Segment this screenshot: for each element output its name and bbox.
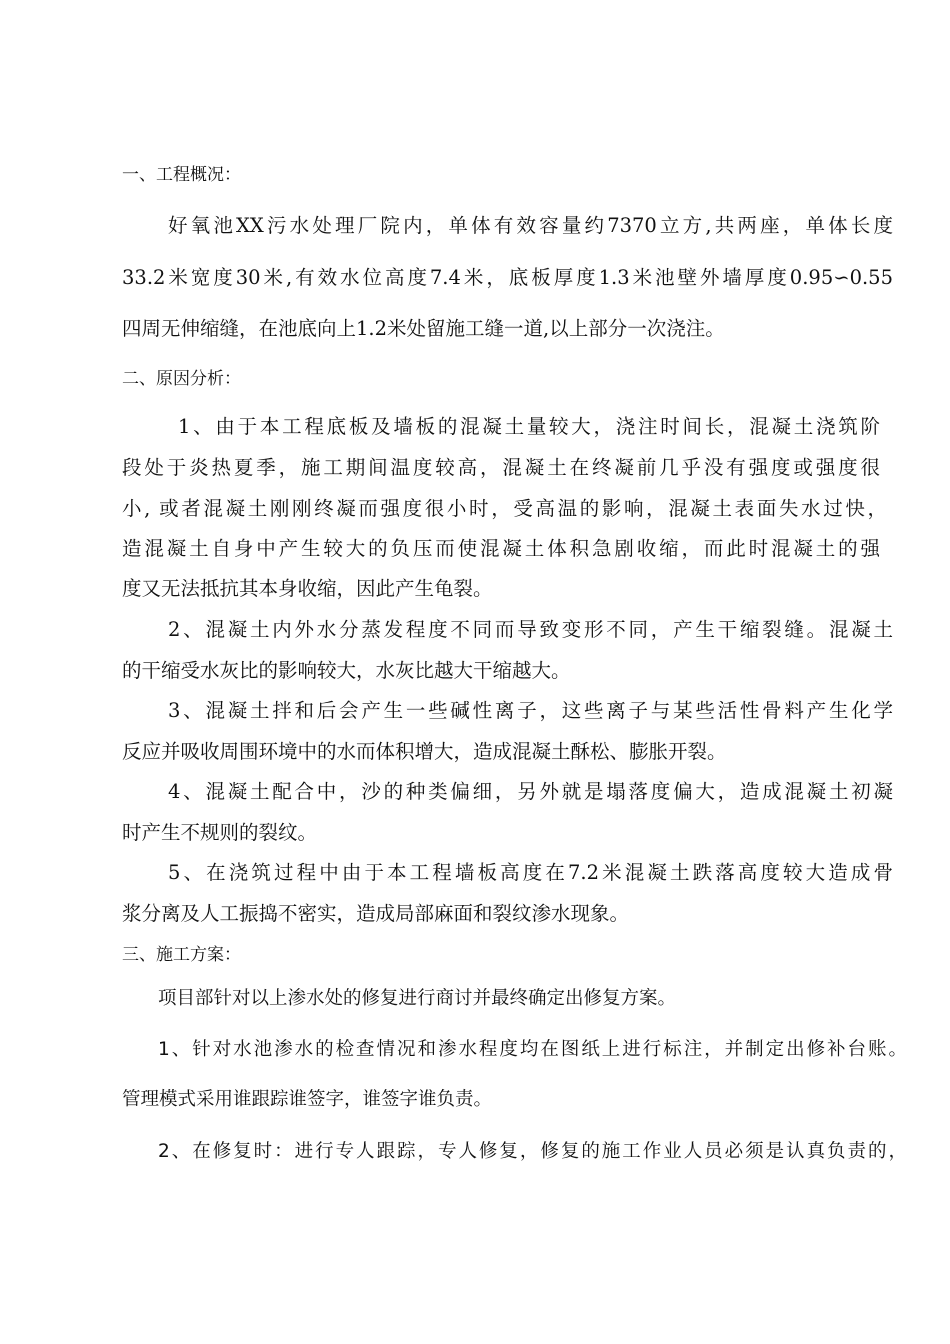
paragraph-line: 项目部针对以上渗水处的修复进行商讨并最终确定出修复方案。 bbox=[158, 988, 677, 1009]
paragraph-line: 四周无伸缩缝，在池底向上1.2米处留施工缝一道,以上部分一次浇注。 bbox=[122, 317, 725, 340]
paragraph-line: 小, 或者混凝土刚刚终凝而强度很小时，受高温的影响，混凝土表面失水过快， bbox=[122, 497, 887, 520]
paragraph-line: 造混凝土自身中产生较大的负压而使混凝土体积急剧收缩，而此时混凝土的强 bbox=[122, 537, 880, 560]
paragraph-line: 好氧池XX污水处理厂院内，单体有效容量约7370立方,共两座，单体长度 bbox=[168, 214, 893, 237]
paragraph-line: 5、在浇筑过程中由于本工程墙板高度在7.2米混凝土跌落高度较大造成骨 bbox=[168, 861, 893, 884]
paragraph-line: 浆分离及人工振捣不密实，造成局部麻面和裂纹渗水现象。 bbox=[122, 902, 630, 925]
paragraph-line: 33.2米宽度30米,有效水位高度7.4米，底板厚度1.3米池壁外墙厚度0.95∽0.55 bbox=[122, 266, 893, 289]
paragraph-line: 反应并吸收周围环境中的水而体积增大，造成混凝土酥松、膨胀开裂。 bbox=[122, 740, 727, 763]
paragraph-line: 管理模式采用谁跟踪谁签字，谁签字谁负责。 bbox=[122, 1089, 493, 1110]
paragraph-line: 段处于炎热夏季，施工期间温度较高，混凝土在终凝前几乎没有强度或强度很 bbox=[122, 456, 880, 479]
paragraph-line: 1、由于本工程底板及墙板的混凝土量较大，浇注时间长，混凝土浇筑阶 bbox=[178, 415, 880, 438]
paragraph-line: 1、针对水池渗水的检查情况和渗水程度均在图纸上进行标注，并制定出修补台账。 bbox=[158, 1039, 907, 1060]
paragraph-line: 4、混凝土配合中，沙的种类偏细，另外就是塌落度偏大，造成混凝土初凝 bbox=[168, 780, 893, 803]
paragraph-line: 的干缩受水灰比的影响较大，水灰比越大干缩越大。 bbox=[122, 659, 571, 682]
section-heading-construction-plan: 三、施工方案： bbox=[122, 945, 241, 965]
section-heading-cause-analysis: 二、原因分析： bbox=[122, 369, 241, 389]
paragraph-line: 度又无法抵抗其本身收缩，因此产生龟裂。 bbox=[122, 577, 493, 600]
paragraph-line: 2、混凝土内外水分蒸发程度不同而导致变形不同，产生干缩裂缝。混凝土 bbox=[168, 618, 893, 641]
paragraph-line: 时产生不规则的裂纹。 bbox=[122, 821, 318, 844]
paragraph-line: 3、混凝土拌和后会产生一些碱性离子，这些离子与某些活性骨料产生化学 bbox=[168, 699, 893, 722]
section-heading-overview: 一、工程概况： bbox=[122, 165, 241, 185]
paragraph-line: 2、在修复时：进行专人跟踪，专人修复，修复的施工作业人员必须是认真负责的， bbox=[158, 1141, 907, 1162]
